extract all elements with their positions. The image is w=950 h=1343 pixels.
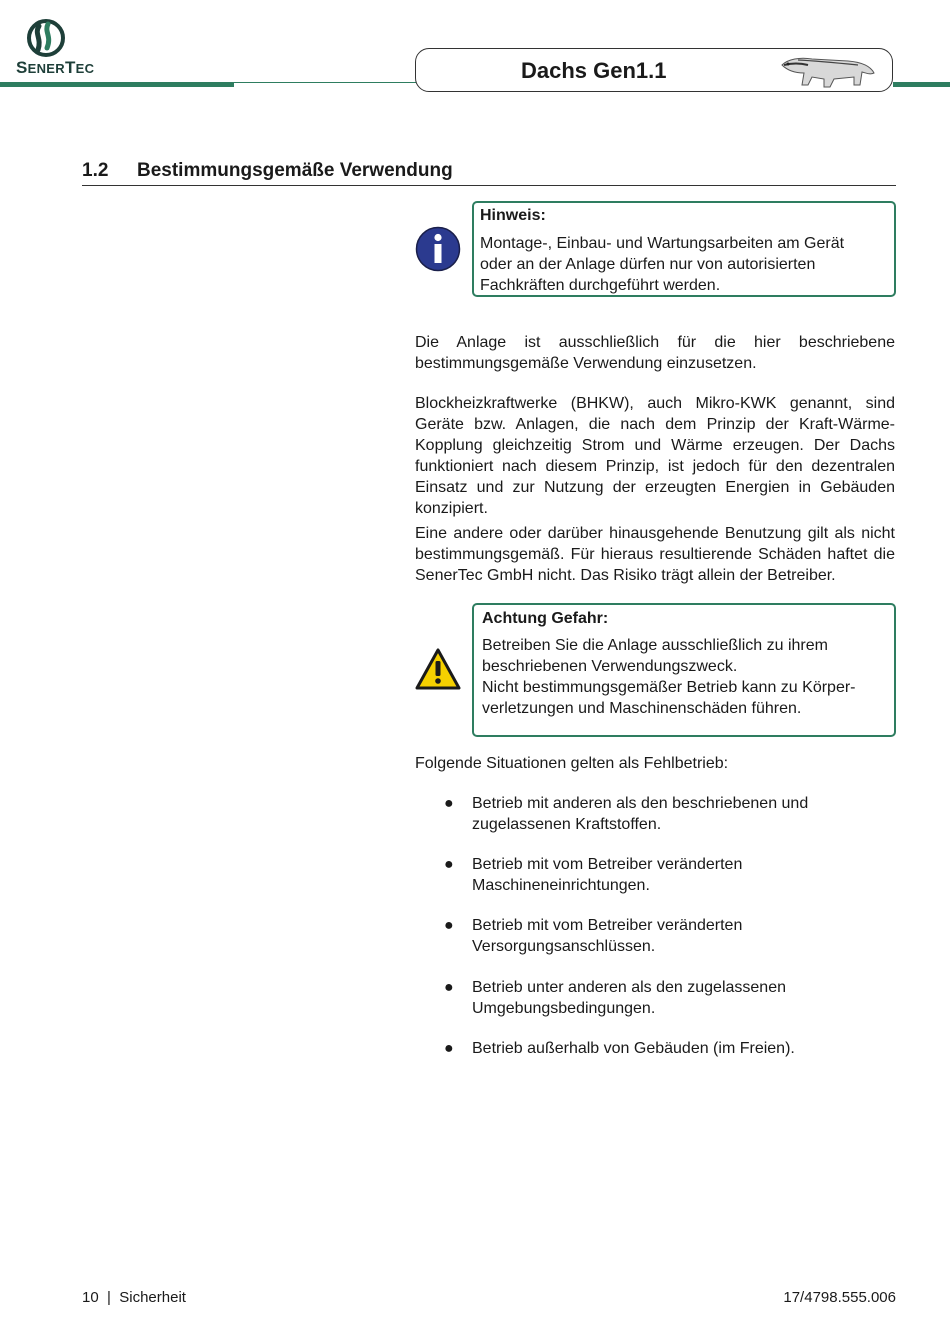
list-item <box>472 915 892 957</box>
list-intro: Folgende Situationen gelten als Fehlbetrieb: <box>415 755 729 772</box>
notice-body <box>482 635 887 719</box>
footer-document-number: 17/4798.555.006 <box>783 1289 896 1306</box>
section-title: Bestimmungsgemäße Verwendung <box>137 160 453 181</box>
notice-box-gefahr <box>472 603 896 737</box>
bullet-icon: ● <box>444 979 454 996</box>
list-item-line: Maschineneinrichtungen. <box>472 877 650 894</box>
bullet-icon: ● <box>444 1040 454 1057</box>
list-item <box>472 1038 892 1059</box>
list-item-line: Betrieb außerhalb von Gebäuden (im Freien). <box>472 1040 795 1057</box>
list-item-line: Betrieb mit vom Betreiber veränderten <box>472 917 743 934</box>
section-divider <box>82 185 896 186</box>
list-item <box>472 793 892 835</box>
paragraph: Die Anlage ist ausschließlich für die hier beschriebene bestimmungsgemäße Verwendung einzusetzen. <box>415 334 895 372</box>
list-item-line: Umgebungsbedingungen. <box>472 1000 656 1017</box>
list-item-line: Versorgungsanschlüssen. <box>472 938 656 955</box>
header-rule-thin <box>234 82 418 83</box>
header-rule-left <box>0 82 234 87</box>
notice-body <box>480 233 885 296</box>
bullet-icon: ● <box>444 856 454 873</box>
list-item <box>472 854 892 896</box>
notice-title: Hinweis: <box>480 207 546 224</box>
bullet-icon: ● <box>444 917 454 934</box>
list-item <box>472 977 892 1019</box>
info-icon <box>415 226 461 272</box>
document-title: Dachs Gen1.1 <box>521 58 667 83</box>
list-item-line: Betrieb mit vom Betreiber veränderten <box>472 856 743 873</box>
header-rule-right <box>893 82 950 87</box>
notice-box-hinweis <box>472 201 896 297</box>
senertec-logo-icon <box>24 18 68 60</box>
notice-line: Betreiben Sie die Anlage ausschließlich zu ihrem <box>482 637 828 654</box>
notice-line: Nicht bestimmungsgemäßer Betrieb kann zu Körper- <box>482 679 856 696</box>
logo-wordmark: SENERTEC <box>16 58 95 77</box>
paragraph: Blockheizkraftwerke (BHKW), auch Mikro-KWK genannt, sind Geräte bzw. Anlagen, die nach dem Prinzip der Kraft-Wärme-Kopplung gleichzeitig Strom und Wärme erzeugen. Der Dachs funktioniert nach diesem Prinzip, ist jedoch für den dezentralen Einsatz und zur Nutzung der erzeugten Energien in Gebäuden konzipiert. <box>415 395 895 517</box>
bullet-icon: ● <box>444 795 454 812</box>
header-title-box <box>415 48 893 92</box>
list-item-line: Betrieb unter anderen als den zugelassenen <box>472 979 786 996</box>
notice-line: Montage-, Einbau- und Wartungsarbeiten am Gerät <box>480 235 845 252</box>
notice-line: oder an der Anlage dürfen nur von autorisierten <box>480 256 816 273</box>
senertec-logo <box>16 18 96 82</box>
list-item-line: zugelassenen Kraftstoffen. <box>472 816 662 833</box>
footer-page-info: 10 | Sicherheit <box>82 1289 186 1306</box>
warning-icon <box>415 648 461 690</box>
notice-title: Achtung Gefahr: <box>482 610 609 627</box>
notice-line: Fachkräften durchgeführt werden. <box>480 277 721 294</box>
list-item-line: Betrieb mit anderen als den beschriebenen und <box>472 795 809 812</box>
section-number: 1.2 <box>82 160 109 181</box>
notice-line: beschriebenen Verwendungszweck. <box>482 658 738 675</box>
notice-line: verletzungen und Maschinenschäden führen. <box>482 700 802 717</box>
badger-illustration <box>778 51 878 93</box>
paragraph: Eine andere oder darüber hinausgehende Benutzung gilt als nicht bestimmungsgemäß. Für hieraus resultierende Schäden haftet die SenerTec GmbH nicht. Das Risiko trägt allein der Betreiber. <box>415 525 895 584</box>
